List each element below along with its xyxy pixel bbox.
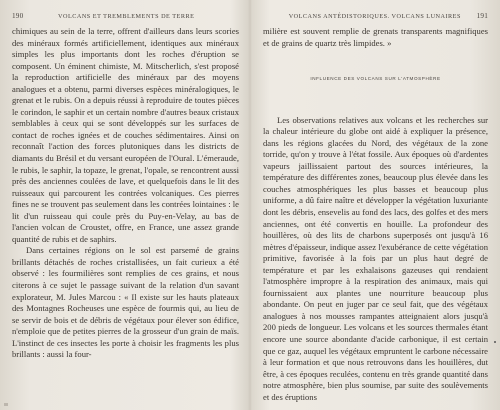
- paragraph: milière est souvent remplie de grenats transparents magnifiques et de grains de quartz très limpides. »: [263, 26, 488, 48]
- right-page-number: 191: [476, 12, 488, 20]
- left-page: [0, 0, 249, 410]
- corner-mark: [4, 403, 8, 406]
- right-running-head: VOLCANS ANTÉDISTORIQUES. VOLCANS LUNAIRES: [288, 13, 461, 20]
- section-title: INFLUENCE DES VOLCANS SUR L'ATMOSPHÈRE: [310, 76, 441, 82]
- paragraph: Les observations relatives aux volcans et les recherches sur la chaleur intérieure du globe ont aidé à expliquer la présence, dans les régions glacées du Nord, des végétaux de la zone torride, qu'on y trouve à l'état fossile. Aux époques où d'ardentes vapeurs jaillissaient partout des sources intérieures, la température des différentes zones, beaucoup plus élevée dans les couches atmosphériques les plus basses et beaucoup plus uniforme, a dû faire naître et développer la végétation luxuriante dont les débris, ensevelis au fond des lacs, des golfes et des mers anciennes, ont été convertis en houille. La profondeur des houillères, où des lits de charbons superposés ont jusqu'à 16 mètres d'épaisseur, indique assez l'exubérance de cette végétation primitive, favorisée à la fois par un plus haut degré de température et par les exhalaisons gazeuses qui rendaient l'atmosphère impropre à la respiration des animaux, mais qui fournissaient aux plantes une nourriture beaucoup plus abondante. On peut en juger par ce seul fait, que des végétaux analogues à nos mousses rampantes atteignaient alors jusqu'à 200 pieds de longueur. Les volcans et les sources thermales étant encore une source abondante d'acide carbonique, il est certain que ce gaz, auquel les végétaux empruntent le carbone nécessaire à leur formation et que nous retrouvons dans les houillères, dut être, à ces époques reculées, contenu en très grande quantité dans notre atmosphère, bien plus soumise, par suite des soulèvements et des éruptions: [263, 114, 488, 402]
- paragraph: Dans certaines régions on le sol est parsemé de grains brillants détachés de roches cristallisées, un fait curieux a été observé : les fourmilières sont remplies de ces grains, et nous citerons à ce sujet le passage suivant de la relation d'un savant explorateur, M. Jules Marcou : « Il existe sur les hauts plateaux des Montagnes Rocheuses une espèce de fourmis qui, au lieu de se servir de bois et de débris de végétaux pour élever son édifice, n'emploie que de petites pierres de la grosseur d'un grain de maïs. L'instinct de ces insectes les porte à choisir les fragments les plus brillants : aussi la four-: [12, 245, 239, 360]
- left-page-header: [12, 12, 239, 20]
- right-page: [251, 0, 500, 410]
- left-page-body: [12, 26, 239, 361]
- paragraph: chimiques au sein de la terre, offrent d'ailleurs dans leurs scories des minéraux formés artificiellement, identiques aux minéraux simples les plus importants dont les roches d'éruption se composent. Un éminent chimiste, M. Mitscherlich, s'est proposé la reproduction artificielle des minéraux par des moyens analogues et a obtenu, parmi diverses espèces minéralogiques, le grenat et le rubis. On a depuis réussi à reproduire de toutes pièces le corindon, le saphir et un certain nombre d'autres beaux cristaux semblables à ceux qui se sont développés sur les surfaces de contact de roches ignées et de couches sédimentaires. Ainsi on reconnaît l'action des forces plutoniques dans les districts de diamants du Brésil et du versant européen de l'Oural. L'émeraude, le rubis, le saphir, la topaze, le grenat, l'opale, se rencontrent aussi près des anciennes coulées de lave, et quelquefois dans le lit des ruisseaux qui parcourent les contrées volcaniques. Ces pierres fines ne se trouvent pas seulement dans les contrées lointaines : le lit d'un ruisseau qui coule près du Puy-en-Velay, au bas de l'ancien volcan de Croustet, offre, en France, une assez grande quantité de rubis et de saphirs.: [12, 26, 239, 244]
- left-running-head: VOLCANS ET TREMBLEMENTS DE TERRE: [58, 13, 195, 20]
- margin-mark: [494, 341, 496, 343]
- left-page-number: 190: [12, 12, 24, 20]
- right-page-body: [263, 26, 488, 403]
- right-page-header: [263, 12, 488, 20]
